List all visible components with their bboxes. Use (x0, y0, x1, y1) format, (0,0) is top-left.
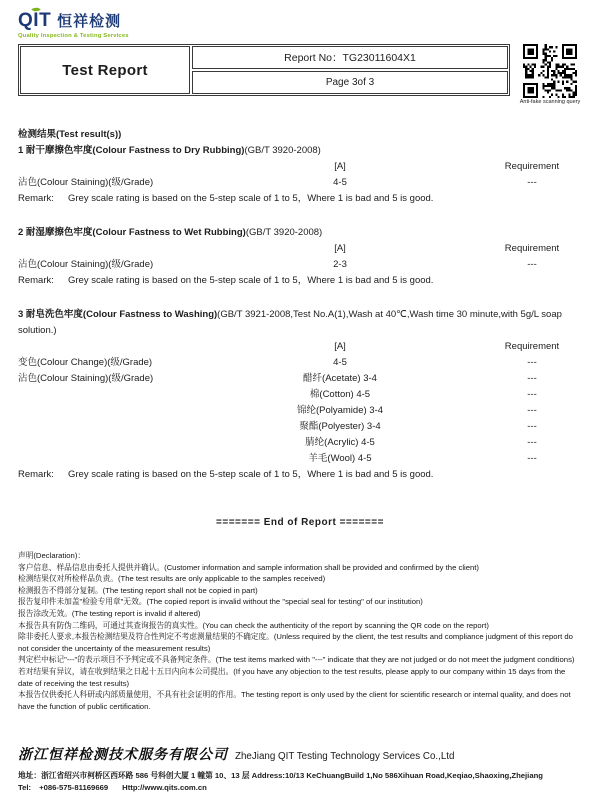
sample-column-header: [A] (334, 243, 346, 254)
end-of-report: ======= End of Report ======= (216, 517, 384, 528)
website-url: Http://www.qits.com.cn (122, 783, 207, 792)
column-header-row (18, 241, 582, 257)
table-row: 腈纶(Acrylic) 4-5 --- (305, 437, 537, 448)
requirement-column-header: Requirement (504, 341, 560, 352)
declaration-item: 客户信息、样品信息由委托人提供并确认。(Customer information and sample information shall be provided and confirmed by the client) (18, 562, 479, 572)
table-row: 锦纶(Polyamide) 3-4 --- (296, 405, 537, 416)
declaration-heading: 声明(Declaration)： (18, 551, 86, 560)
company-short-name: 恒祥检测 (57, 13, 122, 30)
declaration-item: 检测结果仅对所检样品负责。(The test results are only applicable to the samples received) (18, 574, 326, 584)
declaration (18, 550, 582, 712)
sample-column-header: [A] (334, 341, 346, 352)
test-section-3 (18, 307, 582, 483)
company-name-en: ZheJiang QIT Testing Technology Services Co.,Ltd (235, 751, 455, 762)
company-address: 地址：浙江省绍兴市柯桥区西环路 586 号科创大厦 1 幢第 10、13 层 Address:10/13 KeChuangBuild 1,No 586Xihuan Road,Keqiao,Shaoxing,Zhejiang (18, 771, 543, 780)
qr-caption: Anti-fake scanning query (519, 99, 581, 105)
remark-line: Remark: Grey scale rating is based on the 5-step scale of 1 to 5，Where 1 is bad and 5 is good. (18, 275, 434, 286)
declaration-item: 本报告仅供委托人科研或内部质量使用，不具有社会证明的作用。The testing report is only used by the client for scientific research or internal quality, and does not have the function of public certification. (18, 690, 571, 711)
logo-tagline: Quality Inspection & Testing Services (18, 33, 129, 39)
table-row: 羊毛(Wool) 4-5 --- (308, 453, 537, 464)
remark-line: Remark: Grey scale rating is based on the 5-step scale of 1 to 5，Where 1 is bad and 5 is good. (18, 469, 434, 480)
qr-code-icon (523, 44, 577, 98)
requirement-column-header: Requirement (504, 243, 560, 254)
column-header-row (18, 339, 582, 355)
tel-number: +086-575-81169669 (39, 783, 109, 792)
declaration-item: 本报告具有防伪二维码，可通过其查询报告的真实性。(You can check the authenticity of the report by scanning the QR code on the report) (18, 620, 489, 630)
section-title: 1 耐干摩擦色牢度(Colour Fastness to Dry Rubbing)(GB/T 3920-2008) (18, 145, 321, 156)
column-header-row (18, 159, 582, 175)
table-row: 沾色(Colour Staining)(级/Grade) 2-3 --- (18, 259, 537, 270)
declaration-item: 报告复印件未加盖"检验专用章"无效。(The copied report is invalid without the "special seal for testing" of our institution) (18, 597, 423, 607)
qit-logo-text: Q IT (18, 10, 51, 32)
table-row: 棉(Cotton) 4-5 --- (309, 389, 537, 400)
report-title: Test Report (20, 46, 190, 94)
table-row: 沾色(Colour Staining)(级/Grade) 醋纤(Acetate) 3-4 --- (18, 373, 537, 384)
qr-block (518, 44, 582, 105)
sample-column-header: [A] (334, 161, 346, 172)
remark-line: Remark: Grey scale rating is based on the 5-step scale of 1 to 5，Where 1 is bad and 5 is good. (18, 193, 434, 204)
company-logo (18, 8, 582, 39)
declaration-item: 报告涂改无效。(The testing report is invalid if altered) (18, 608, 201, 618)
declaration-item: 判定栏中标记"---"的表示项目不予判定或不具备判定条件。(The test items marked with "---" indicate that they are not judged or do not meet the judgment conditions) (18, 655, 575, 665)
results-heading: 检测结果(Test result(s)) (18, 129, 122, 140)
footer (18, 744, 582, 794)
table-row: 沾色(Colour Staining)(级/Grade) 4-5 --- (18, 177, 537, 188)
section-title: 3 耐皂洗色牢度(Colour Fastness to Washing)(GB/T 3921-2008,Test No.A(1),Wash at 40℃,Wash time 30 minute,with 5g/L soap solution.) (18, 309, 562, 336)
declaration-item: 检测报告不得部分复制。(The testing report shall not be copied in part) (18, 585, 258, 595)
page-indicator: Page 3of 3 (192, 71, 508, 94)
tel-label: Tel: (18, 783, 32, 792)
table-row: 聚酯(Polyester) 3-4 --- (299, 421, 537, 432)
test-section-2 (18, 225, 582, 289)
contact-line (18, 782, 582, 794)
declaration-item: 若对结果有异议，请在收到结果之日起十五日内向本公司提出。(If you have any objection to the test results, please apply to our company within 15 days from the date of receiving the test results) (18, 666, 566, 688)
header-table (18, 44, 510, 96)
requirement-column-header: Requirement (504, 161, 560, 172)
company-name-cn: 浙江恒祥检测技术服务有限公司 (18, 748, 228, 763)
declaration-item: 除非委托人要求,本报告检测结果及符合性判定不考虑测量结果的不确定度。(Unless required by the client, the test results and compliance judgment of this report do not consider the uncertainty of the measurement results) (18, 632, 573, 653)
report-header (18, 44, 582, 105)
section-title: 2 耐湿摩擦色牢度(Colour Fastness to Wet Rubbing)(GB/T 3920-2008) (18, 227, 323, 238)
test-section-1 (18, 143, 582, 207)
report-number: Report No：TG23011604X1 (192, 46, 508, 69)
table-row: 变色(Colour Change)(级/Grade) 4-5 --- (18, 357, 537, 368)
